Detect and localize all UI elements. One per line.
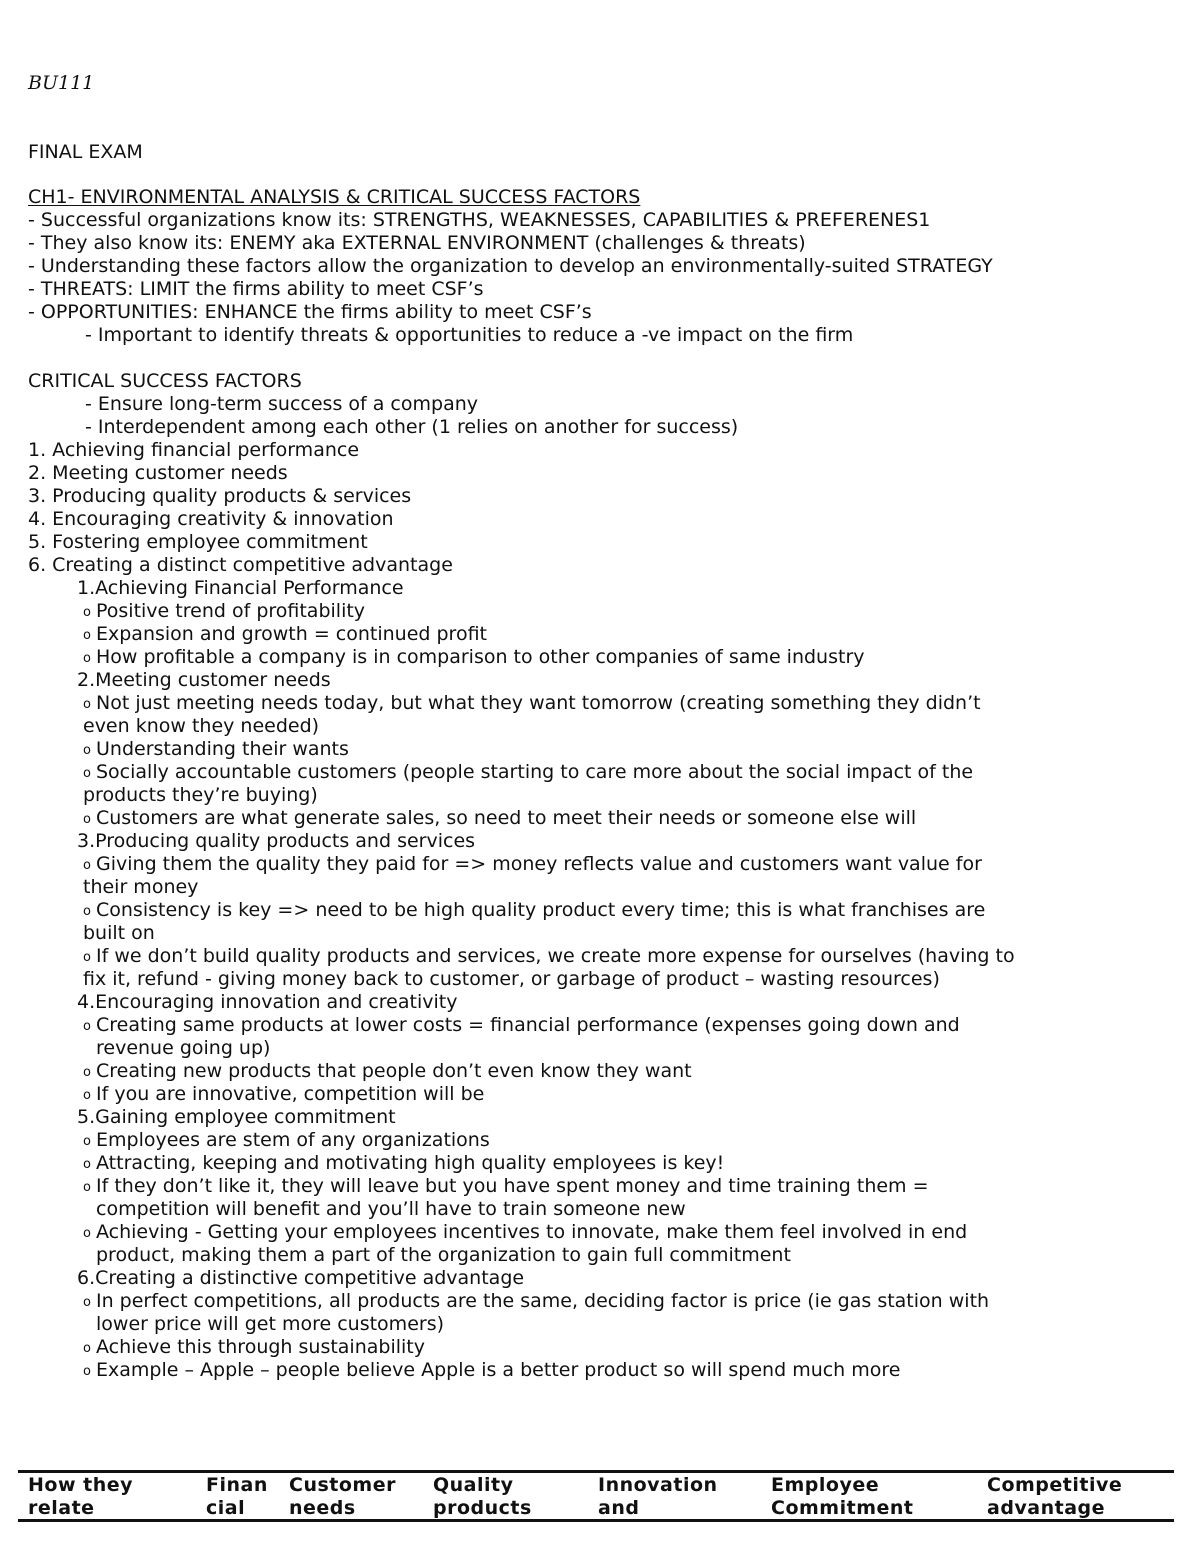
bullet-item [28,853,1178,876]
bullet-item [28,646,1178,669]
bullet-marker: o [83,605,91,620]
bullet-marker: o [83,904,91,919]
notes-body [28,186,1178,1382]
bullet-marker: o [83,766,91,781]
bullet-text: Positive trend of profitability [96,600,366,622]
bullet-marker: o [83,651,91,666]
table-header-cell: Competitive advantage [987,1474,1123,1519]
bullet-marker: o [83,1341,91,1356]
csf-list [28,439,1178,577]
bullet-text: Creating new products that people don’t even know they want [96,1060,692,1082]
bullet-marker: o [83,1364,91,1379]
section-title: 2.Meeting customer needs [77,669,331,691]
csf-list-item: 2. Meeting customer needs [28,462,288,484]
course-code: BU111 [28,72,95,94]
csf-heading: CRITICAL SUCCESS FACTORS [28,370,302,392]
bullet-item [28,1083,1178,1106]
csf-list-item: 3. Producing quality products & services [28,485,412,507]
bullet-text: Giving them the quality they paid for => money reflects value and customers want value for [96,853,982,875]
bullet-marker: o [83,1180,91,1195]
bullet-marker: o [83,628,91,643]
section-title: 3.Producing quality products and services [77,830,476,852]
spacer [28,347,1178,370]
chapter-heading: CH1- ENVIRONMENTAL ANALYSIS & CRITICAL SUCCESS FACTORS [28,186,641,208]
bullet-text: Example – Apple – people believe Apple is a better product so will spend much more [96,1359,901,1381]
bullet-text: If they don’t like it, they will leave but you have spent money and time training them = [96,1175,929,1197]
table-header-cell: How they relate [28,1474,134,1519]
intro-line: - OPPORTUNITIES: ENHANCE the firms ability to meet CSF’s [28,301,592,323]
bullet-text: Creating same products at lower costs = financial performance (expenses going down and [96,1014,960,1036]
intro-line: - Successful organizations know its: STRENGTHS, WEAKNESSES, CAPABILITIES & PREFERENES1 [28,209,931,231]
csf-list-item: 1. Achieving financial performance [28,439,360,461]
bullet-text: If we don’t build quality products and services, we create more expense for ourselves (having to [96,945,1015,967]
bullet-text: Attracting, keeping and motivating high quality employees is key! [96,1152,725,1174]
csf-list-item: 6. Creating a distinct competitive advantage [28,554,453,576]
bullet-text: If you are innovative, competition will be [96,1083,485,1105]
bullet-item [28,1336,1178,1359]
bullet-item [28,807,1178,830]
bullet-continuation: built on [83,922,155,944]
table-header-cell: Quality products [433,1474,532,1519]
bullet-item [28,1221,1178,1244]
bullet-marker: o [83,743,91,758]
intro-line: - They also know its: ENEMY aka EXTERNAL ENVIRONMENT (challenges & threats) [28,232,806,254]
bullet-marker: o [83,1157,91,1172]
bullet-marker: o [83,858,91,873]
bullet-text: Consistency is key => need to be high quality product every time; this is what franchises are [96,899,986,921]
bullet-text: Socially accountable customers (people starting to care more about the social impact of the [96,761,974,783]
intro-line: - THREATS: LIMIT the firms ability to meet CSF’s [28,278,484,300]
bullet-marker: o [83,1134,91,1149]
relation-table-header [18,1470,1174,1522]
table-header-cell: Finan cial [206,1474,268,1519]
intro-sub-point: - Important to identify threats & opportunities to reduce a -ve impact on the firm [85,324,854,346]
bullet-marker: o [83,1065,91,1080]
table-header-cell: Employee Commitment [771,1474,914,1519]
bullet-continuation: competition will benefit and you’ll have to train someone new [96,1198,686,1220]
exam-title: FINAL EXAM [28,141,143,163]
bullet-item [28,623,1178,646]
bullet-marker: o [83,697,91,712]
bullet-text: How profitable a company is in comparison to other companies of same industry [96,646,865,668]
table-header-cell: Customer needs [289,1474,396,1519]
bullet-item [28,1175,1178,1198]
bullet-marker: o [83,1019,91,1034]
table-header-cell: Innovation and [598,1474,718,1519]
bullet-text: Achieving - Getting your employees incentives to innovate, make them feel involved in end [96,1221,968,1243]
intro-lines [28,209,1178,324]
bullet-item [28,1129,1178,1152]
section-title: 1.Achieving Financial Performance [77,577,404,599]
bullet-item [28,761,1178,784]
bullet-marker: o [83,950,91,965]
bullet-text: Customers are what generate sales, so need to meet their needs or someone else will [96,807,917,829]
csf-sections [28,577,1178,1382]
bullet-marker: o [83,812,91,827]
csf-sub-point: - Interdependent among each other (1 relies on another for success) [85,416,739,438]
section-title: 4.Encouraging innovation and creativity [77,991,458,1013]
bullet-item [28,738,1178,761]
bullet-text: Expansion and growth = continued profit [96,623,487,645]
bullet-marker: o [83,1226,91,1241]
bullet-item [28,945,1178,968]
csf-list-item: 4. Encouraging creativity & innovation [28,508,394,530]
bullet-item [28,1359,1178,1382]
bullet-item [28,600,1178,623]
bullet-continuation: their money [83,876,199,898]
bullet-text: In perfect competitions, all products are the same, deciding factor is price (ie gas station with [96,1290,990,1312]
bullet-item [28,692,1178,715]
csf-list-item: 5. Fostering employee commitment [28,531,368,553]
bullet-item [28,899,1178,922]
bullet-text: Understanding their wants [96,738,349,760]
bullet-marker: o [83,1295,91,1310]
bullet-text: Not just meeting needs today, but what they want tomorrow (creating something they didn’t [96,692,981,714]
bullet-item [28,1152,1178,1175]
bullet-item [28,1290,1178,1313]
bullet-continuation: products they’re buying) [83,784,318,806]
intro-line: - Understanding these factors allow the organization to develop an environmentally-suited STRATEGY [28,255,993,277]
bullet-continuation: lower price will get more customers) [96,1313,445,1335]
section-title: 6.Creating a distinctive competitive advantage [77,1267,525,1289]
bullet-item [28,1060,1178,1083]
bullet-text: Achieve this through sustainability [96,1336,425,1358]
bullet-item [28,1014,1178,1037]
bullet-continuation: even know they needed) [83,715,320,737]
section-title: 5.Gaining employee commitment [77,1106,396,1128]
bullet-marker: o [83,1088,91,1103]
csf-sub-points [28,393,1178,439]
bullet-continuation: product, making them a part of the organization to gain full commitment [96,1244,791,1266]
bullet-continuation: fix it, refund - giving money back to customer, or garbage of product – wasting resources) [83,968,940,990]
bullet-text: Employees are stem of any organizations [96,1129,490,1151]
bullet-continuation: revenue going up) [96,1037,271,1059]
csf-sub-point: - Ensure long-term success of a company [85,393,478,415]
